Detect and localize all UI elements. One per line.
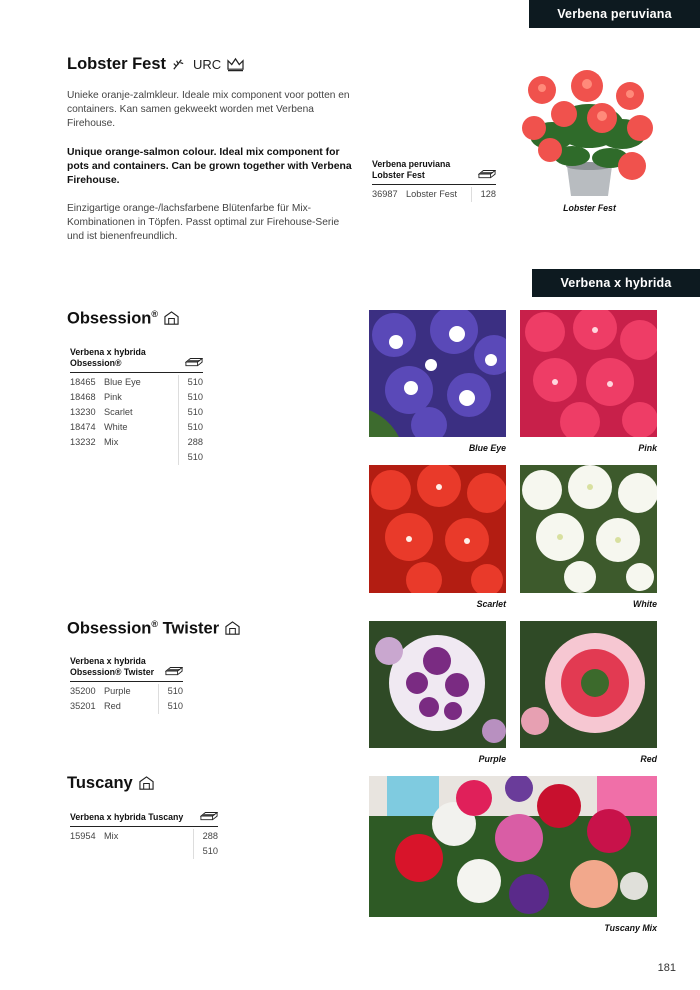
table-header-line-2: Lobster Fest bbox=[372, 170, 425, 180]
table-header bbox=[70, 347, 203, 373]
page-number: 181 bbox=[657, 962, 676, 974]
obsession-title-text bbox=[67, 309, 158, 329]
row-code: 35200 bbox=[70, 686, 96, 696]
table-header-line-1: Verbena x hybrida Tuscany bbox=[70, 812, 184, 822]
lobster-fest-caption: Lobster Fest bbox=[563, 203, 616, 213]
row-code: 18468 bbox=[70, 392, 96, 402]
row-qty: 288 bbox=[187, 437, 203, 447]
table-row bbox=[70, 699, 183, 714]
registered-mark: ® bbox=[151, 619, 159, 629]
caption-purple: Purple bbox=[478, 754, 506, 764]
table-row bbox=[70, 405, 203, 420]
row-name: Red bbox=[104, 699, 159, 714]
row-name: Mix bbox=[104, 829, 194, 844]
row-name: Pink bbox=[104, 390, 179, 405]
container-icon bbox=[138, 776, 155, 791]
table-row bbox=[372, 187, 496, 202]
obsession-twister-title-suffix: Twister bbox=[162, 619, 220, 638]
section-tab-verbena-peruviana: Verbena peruviana bbox=[529, 0, 700, 28]
row-name: Lobster Fest bbox=[406, 187, 472, 202]
lobster-fest-description-de: Einzigartige orange-/lachsfarbene Blütenfarbe für Mix-Kombinationen in Töpfen. Passt optimal zur Firehouse-Serie und ist bienenfreundlich. bbox=[67, 203, 340, 242]
caption-red: Red bbox=[640, 754, 657, 764]
obsession-title bbox=[67, 309, 180, 329]
bee-friendly-icon bbox=[171, 57, 186, 72]
photo-pink bbox=[520, 310, 657, 437]
row-qty: 510 bbox=[187, 422, 203, 432]
tray-icon bbox=[185, 357, 203, 369]
caption-blue-eye: Blue Eye bbox=[468, 443, 506, 453]
tray-icon bbox=[200, 811, 218, 823]
row-name bbox=[104, 450, 179, 465]
row-name bbox=[104, 844, 194, 859]
table-row bbox=[70, 450, 203, 465]
row-name: Scarlet bbox=[104, 405, 179, 420]
row-name: White bbox=[104, 420, 179, 435]
obsession-twister-table bbox=[70, 656, 183, 714]
row-qty: 510 bbox=[187, 377, 203, 387]
lobster-fest-description-nl: Unieke oranje-zalmkleur. Ideale mix component voor potten en containers. Kan samen gekweekt worden met Verbena Firehouse. bbox=[67, 90, 350, 129]
obsession-twister-title-text bbox=[67, 619, 219, 639]
photo-scarlet bbox=[369, 465, 506, 593]
row-code: 13232 bbox=[70, 437, 96, 447]
container-icon bbox=[224, 621, 241, 636]
row-code bbox=[70, 844, 104, 859]
row-code: 36987 bbox=[372, 189, 398, 199]
row-qty: 510 bbox=[187, 407, 203, 417]
photo-twister-purple bbox=[369, 621, 506, 748]
tray-icon bbox=[165, 666, 183, 678]
caption-tuscany-mix: Tuscany Mix bbox=[604, 923, 657, 933]
photo-blue-eye bbox=[369, 310, 506, 437]
table-row bbox=[70, 829, 218, 844]
obsession-twister-title-name: Obsession bbox=[67, 619, 152, 638]
tuscany-title bbox=[67, 774, 155, 793]
row-qty: 510 bbox=[167, 701, 183, 711]
row-name: Blue Eye bbox=[104, 375, 179, 390]
lobster-fest-title-text: Lobster Fest bbox=[67, 55, 167, 73]
obsession-title-name: Obsession bbox=[67, 309, 152, 328]
row-code: 18465 bbox=[70, 377, 96, 387]
container-icon bbox=[163, 311, 180, 326]
row-code: 18474 bbox=[70, 422, 96, 432]
row-qty: 510 bbox=[187, 452, 203, 462]
row-code bbox=[70, 450, 104, 465]
photo-twister-red bbox=[520, 621, 657, 748]
table-header bbox=[70, 656, 183, 682]
lobster-fest-photo bbox=[512, 66, 667, 201]
photo-tuscany-mix bbox=[369, 776, 657, 917]
section-tab-verbena-hybrida: Verbena x hybrida bbox=[532, 269, 700, 297]
caption-scarlet: Scarlet bbox=[476, 599, 506, 609]
table-header bbox=[70, 811, 218, 827]
table-row bbox=[70, 375, 203, 390]
table-header-line-2: Obsession® bbox=[70, 358, 122, 368]
row-qty: 510 bbox=[202, 846, 218, 856]
registered-mark: ® bbox=[151, 309, 159, 319]
tray-icon bbox=[478, 169, 496, 181]
row-qty: 288 bbox=[202, 831, 218, 841]
table-row bbox=[70, 844, 218, 859]
row-qty: 510 bbox=[187, 392, 203, 402]
urc-badge: URC bbox=[193, 57, 222, 72]
row-code: 13230 bbox=[70, 407, 96, 417]
row-name: Mix bbox=[104, 435, 179, 450]
crown-icon bbox=[226, 57, 245, 72]
table-row bbox=[70, 420, 203, 435]
row-name: Purple bbox=[104, 684, 159, 699]
table-header-line-1: Verbena x hybrida bbox=[70, 347, 146, 357]
table-row bbox=[70, 435, 203, 450]
table-header-line-2: Obsession® Twister bbox=[70, 667, 155, 677]
lobster-fest-table bbox=[372, 159, 496, 202]
photo-white bbox=[520, 465, 657, 593]
lobster-fest-title bbox=[67, 55, 245, 74]
obsession-table bbox=[70, 347, 203, 465]
row-qty: 510 bbox=[167, 686, 183, 696]
lobster-fest-description-en: Unique orange-salmon colour. Ideal mix component for pots and containers. Can be grown together with Verbena Firehouse. bbox=[67, 147, 352, 186]
tuscany-title-text: Tuscany bbox=[67, 774, 133, 792]
row-qty: 128 bbox=[480, 189, 496, 199]
table-header bbox=[372, 159, 496, 185]
tuscany-table bbox=[70, 811, 218, 859]
caption-white: White bbox=[633, 599, 657, 609]
caption-pink: Pink bbox=[638, 443, 657, 453]
table-header-line-1: Verbena peruviana bbox=[372, 159, 451, 169]
obsession-twister-title bbox=[67, 619, 241, 639]
row-code: 35201 bbox=[70, 701, 96, 711]
table-row bbox=[70, 390, 203, 405]
table-row bbox=[70, 684, 183, 699]
row-code: 15954 bbox=[70, 831, 96, 841]
table-header-line-1: Verbena x hybrida bbox=[70, 656, 146, 666]
